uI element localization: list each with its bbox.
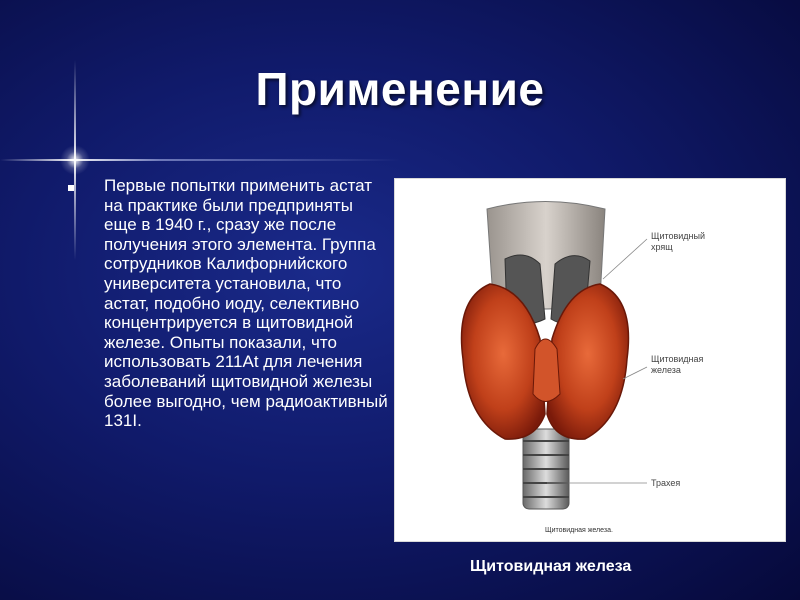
label-gland-1: Щитовидная (651, 354, 704, 364)
slide-title: Применение (255, 63, 545, 115)
bullet-text: Первые попытки применить астат на практике были предприняты еще в 1940 г., сразу же после получения этого элемента. Группа сотрудников Калифорнийского университета установила, что астат, подобно иоду, селективно концентрируется в щитовидной железе. Опыты показали, что использовать 211At для лечения заболеваний щитовидной железы более выгодно, чем радиоактивный 131I. (104, 176, 388, 431)
image-caption: Щитовидная железа (470, 558, 632, 575)
label-cartilage-1: Щитовидный (651, 231, 706, 241)
sparkle-glow (60, 145, 90, 175)
bullet-icon (68, 185, 74, 191)
thyroid-isthmus (533, 339, 560, 402)
figure-inner-caption: Щитовидная железа. (545, 527, 613, 534)
thyroid-diagram (395, 179, 785, 541)
thyroid-illustration (394, 178, 786, 542)
label-trachea: Трахея (651, 478, 681, 488)
label-gland-2: железа (651, 365, 681, 375)
label-cartilage-2: хрящ (651, 242, 673, 252)
